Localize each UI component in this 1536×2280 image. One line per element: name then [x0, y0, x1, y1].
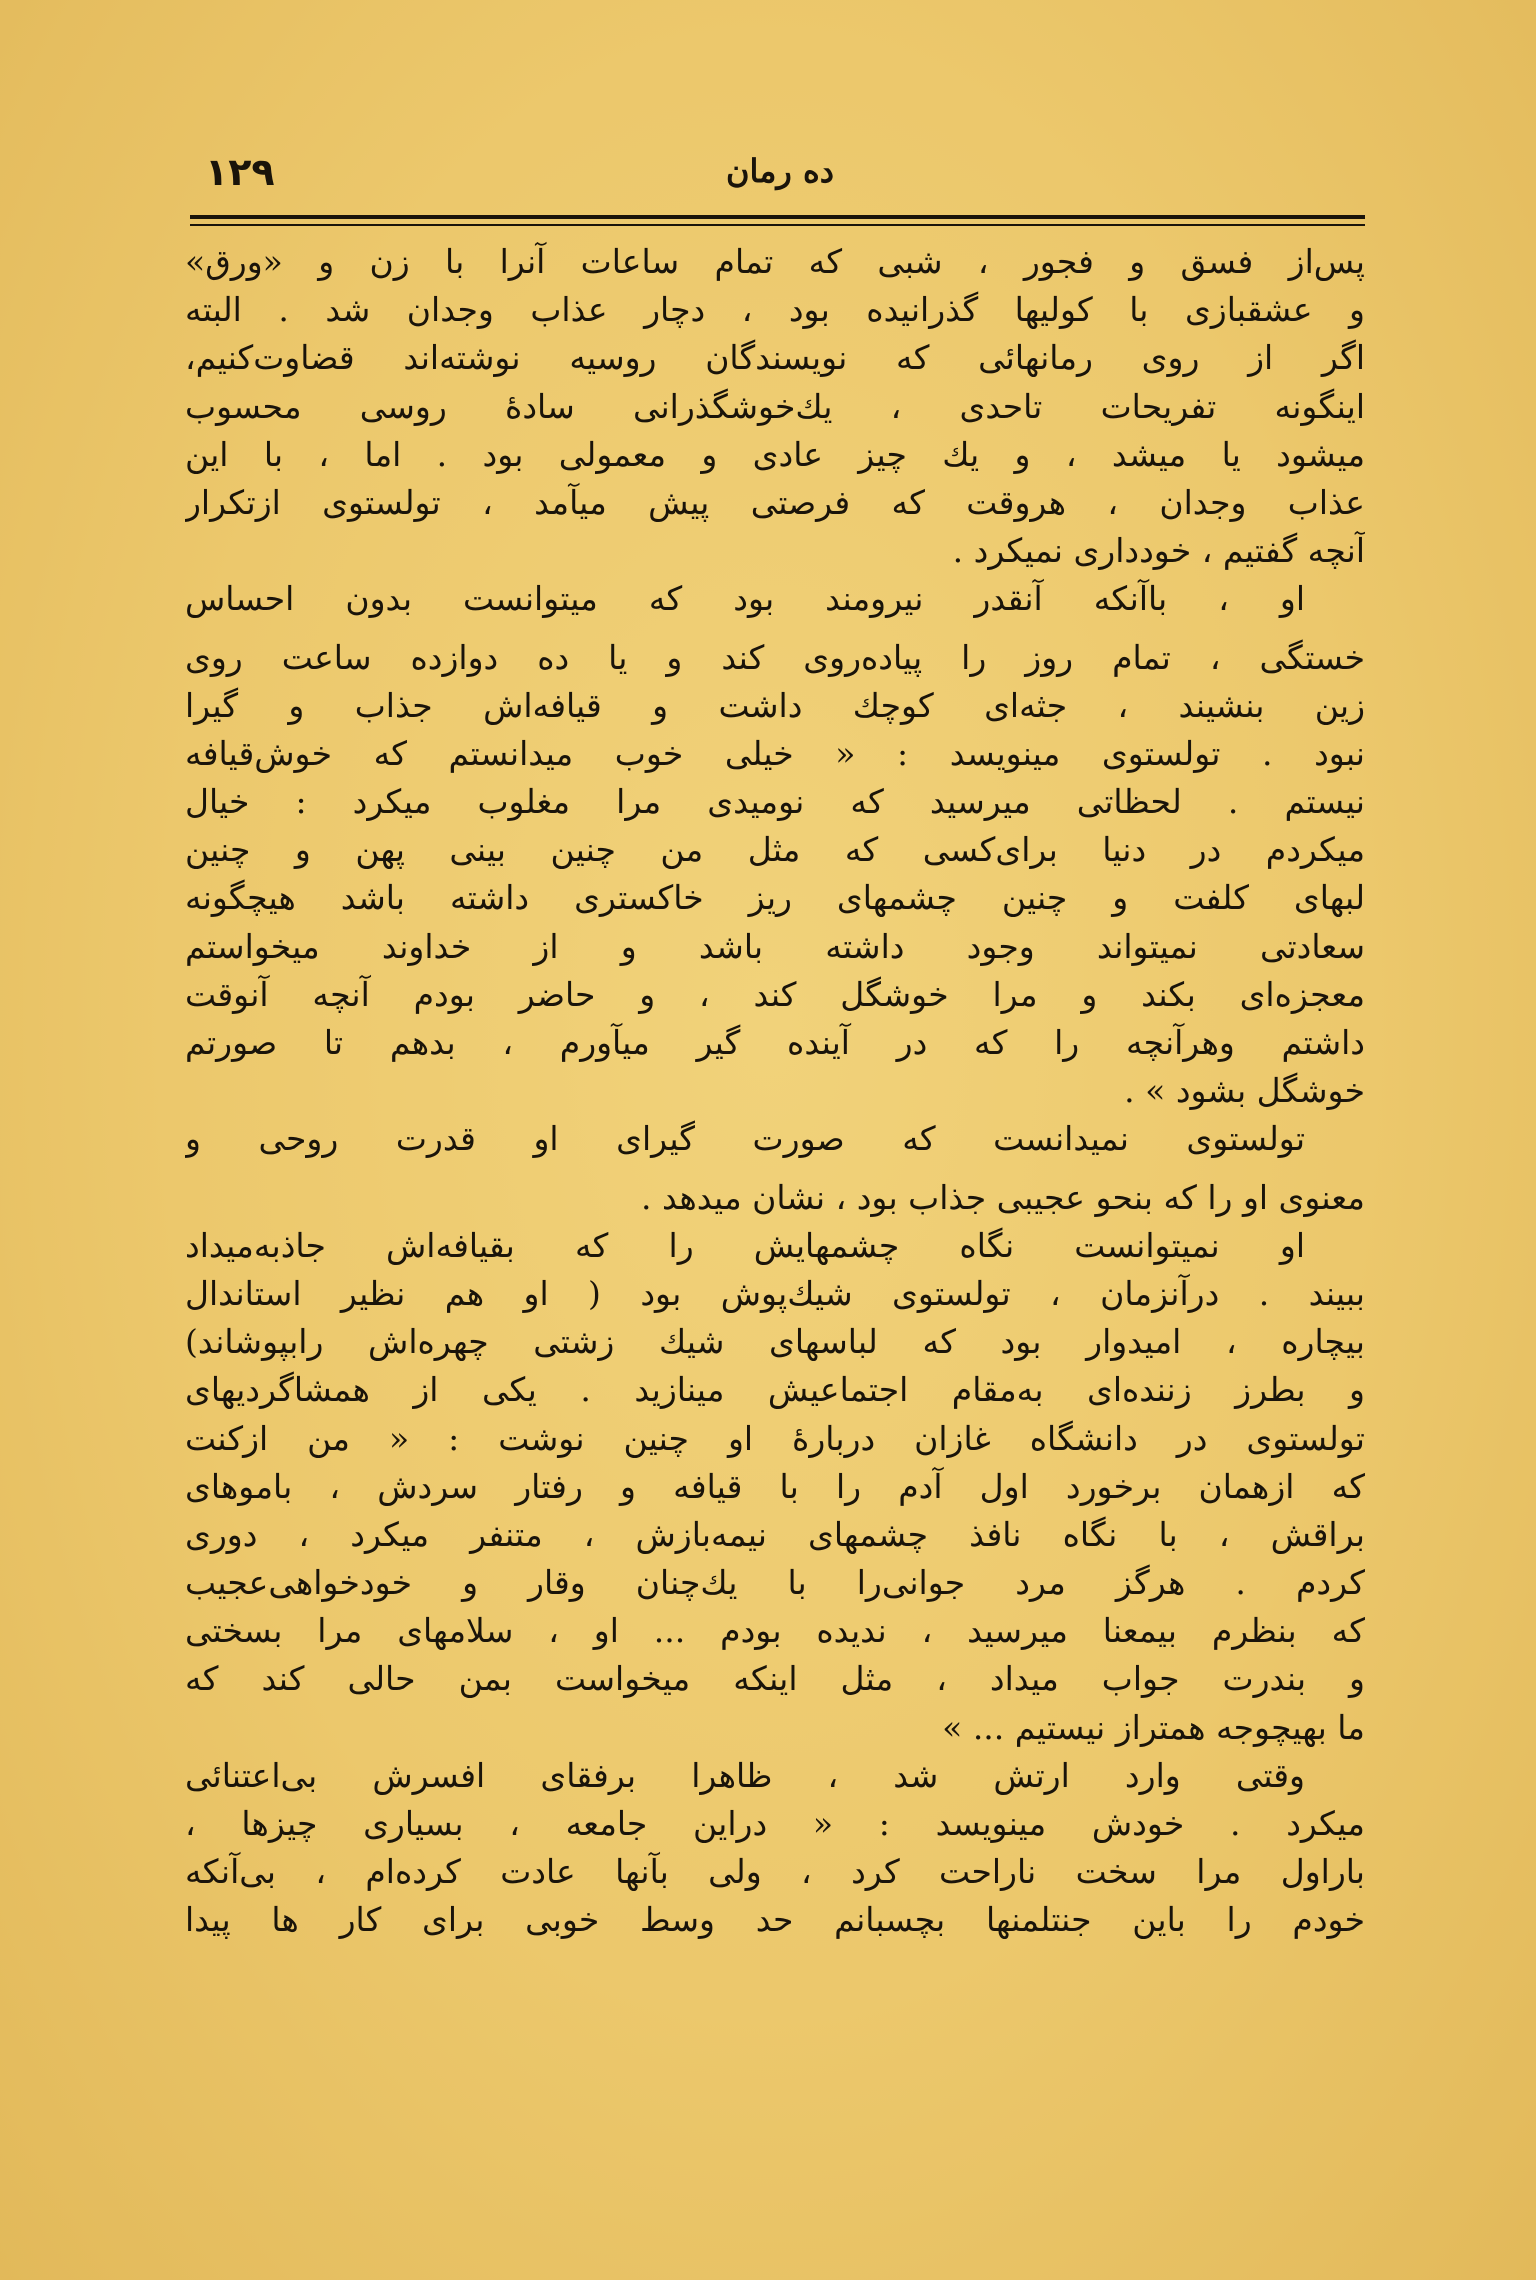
text-line: تولستوی نمیدانست که صورت گیرای او قدرت روحی و	[185, 1119, 1305, 1159]
text-line: میکردم در دنیا برای‌کسی که مثل من چنین بینی پهن و چنین	[185, 830, 1365, 870]
text-line: که بنظرم بیمعنا میرسید ، ندیده بودم ... او ، سلامهای مرا بسختی	[185, 1611, 1365, 1651]
text-line: بیچاره ، امیدوار بود که لباسهای شیك زشتی چهره‌اش رابپوشاند)	[185, 1322, 1365, 1362]
text-line: عذاب وجدان ، هروقت که فرصتی پیش میآمد ، تولستوی ازتکرار	[185, 482, 1365, 522]
text-line: سعادتی نمیتواند وجود داشته باشد و از خداوند میخواستم	[185, 926, 1365, 966]
text-line: لبهای کلفت و چنین چشمهای ریز خاکستری داشته باشد هیچگونه	[185, 878, 1365, 918]
text-line: ببیند . درآنزمان ، تولستوی شیك‌پوش بود ( او هم نظیر استاندال	[185, 1273, 1365, 1313]
text-line: اگر از روی رمانهائی که نویسندگان روسیه نوشته‌اند قضاوت‌کنیم،	[185, 338, 1365, 378]
text-line: معجزه‌ای بکند و مرا خوشگل کند ، و حاضر بودم آنچه آنوقت	[185, 974, 1365, 1014]
text-line: و عشقبازی با کولیها گذرانیده بود ، دچار عذاب وجدان شد . البته	[185, 290, 1365, 330]
text-line: و بندرت جواب میداد ، مثل اینکه میخواست بمن حالی کند که	[185, 1659, 1365, 1699]
text-line: خودم را باین جنتلمنها بچسبانم حد وسط خوبی برای کار ها پیدا	[185, 1900, 1365, 1940]
text-line: نبود . تولستوی مینویسد : « خیلی خوب میدانستم که خوش‌قیافه	[185, 733, 1365, 773]
text-line: نیستم . لحظاتی میرسید که نومیدی مرا مغلوب میکرد : خیال	[185, 782, 1365, 822]
text-line: پس‌از فسق و فجور ، شبی که تمام ساعات آنرا با زن و «ورق»	[185, 242, 1365, 281]
header-rule-thick	[190, 215, 1365, 219]
text-line: میکرد . خودش مینویسد : « دراین جامعه ، بسیاری چیزها ،	[185, 1804, 1365, 1843]
text-line: که ازهمان برخورد اول آدم را با قیافه و رفتار سردش ، باموهای	[185, 1466, 1365, 1506]
text-line: براقش ، با نگاه نافذ چشمهای نیمه‌بازش ، متنفر میکرد ، دوری	[185, 1514, 1365, 1554]
text-line: وقتی وارد ارتش شد ، ظاهرا برفقای افسرش بی‌اعتنائی	[185, 1755, 1305, 1795]
text-line: داشتم وهرآنچه را که در آینده گیر میآورم ، بدهم تا صورتم	[185, 1023, 1365, 1062]
running-title: ده رمان	[726, 152, 834, 190]
text-line: زین بنشیند ، جثه‌ای کوچك داشت و قیافه‌اش جذاب و گیرا	[185, 685, 1365, 725]
text-line: ما بهیچوجه همتراز نیستیم ... »	[942, 1707, 1365, 1747]
page-header	[195, 150, 1365, 210]
text-line: تولستوی در دانشگاه غازان دربارهٔ او چنین نوشت : « من ازکنت	[185, 1418, 1365, 1458]
page-number: ۱۲۹	[205, 150, 275, 194]
header-rule-thin	[190, 224, 1365, 226]
text-line: خوشگل بشود » .	[1124, 1071, 1365, 1111]
text-line: کردم . هرگز مرد جوانی‌را با یك‌چنان وقار و خودخواهی‌عجیب	[185, 1563, 1365, 1603]
text-line: میشود یا میشد ، و یك چیز عادی و معمولی بود . اما ، با این	[185, 434, 1365, 474]
text-line: او ، باآنکه آنقدر نیرومند بود که میتوانست بدون احساس	[185, 579, 1305, 619]
text-line: معنوی او را که بنحو عجیبی جذاب بود ، نشان میدهد .	[641, 1177, 1365, 1217]
text-line: اینگونه تفریحات تاحدی ، یك‌خوشگذرانی سادهٔ روسی محسوب	[185, 386, 1365, 426]
text-line: آنچه گفتیم ، خودداری نمیکرد .	[952, 531, 1365, 571]
body-text	[185, 238, 1365, 1945]
text-line: خستگی ، تمام روز را پیاده‌روی کند و یا ده دوازده ساعت روی	[185, 637, 1365, 677]
text-line: باراول مرا سخت ناراحت کرد ، ولی بآنها عادت کرده‌ام ، بی‌آنکه	[185, 1852, 1365, 1892]
text-line: و بطرز زننده‌ای به‌مقام اجتماعیش مینازید . یکی از همشاگردیهای	[185, 1370, 1365, 1410]
text-line: او نمیتوانست نگاه چشمهایش را که بقیافه‌اش جاذبه‌میداد	[185, 1225, 1305, 1265]
